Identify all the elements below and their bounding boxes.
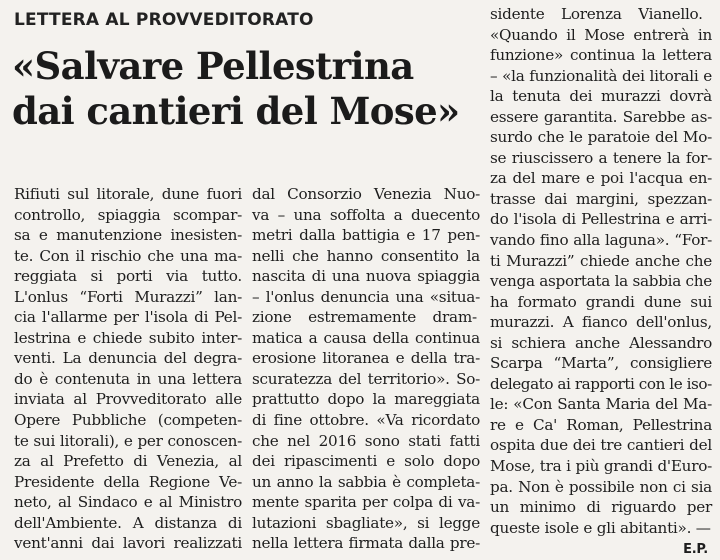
text-line: do è contenuta in una lettera: [14, 369, 242, 388]
text-line: Presidente della Regione Ve-: [14, 472, 242, 491]
text-line: te. Con il rischio che una ma-: [14, 246, 242, 265]
text-line: surdo che le paratoie del Mo-: [490, 128, 712, 147]
text-line: re e Ca' Roman, Pellestrina: [490, 415, 712, 434]
article-column-2: [252, 184, 480, 554]
text-line: le: «Con Santa Maria del Ma-: [490, 395, 712, 414]
text-line: vando fino alla laguna». “For-: [490, 231, 712, 250]
text-line: sa e manutenzione inesisten-: [14, 226, 242, 245]
text-line: vent'anni dai lavori realizzati: [14, 534, 242, 553]
text-line: neto, al Sindaco e al Ministro: [14, 493, 242, 512]
text-line: venga asportata la sabbia che: [490, 272, 712, 291]
text-line: dal Consorzio Venezia Nuo-: [252, 185, 480, 203]
text-line: te sui litorali), e per conoscen-: [14, 431, 242, 450]
text-line: queste isole e gli abitanti». — E.P.: [490, 518, 712, 539]
text-line: cia l'allarme per l'isola di Pel-: [14, 308, 242, 327]
text-line: nella lettera firmata dalla pre-: [252, 534, 480, 553]
text-line: L'onlus “Forti Murazzi” lan-: [14, 287, 242, 306]
text-line: lutazioni sbagliate», si legge: [252, 513, 480, 532]
text-line: se riuscissero a tenere la for-: [490, 148, 712, 167]
text-line: – l'onlus denuncia una «situa-: [252, 287, 480, 306]
text-line: un anno la sabbia è completa-: [252, 472, 480, 491]
text-line: Rifiuti sul litorale, dune fuori: [14, 185, 242, 203]
author-signature: E.P.: [683, 541, 708, 557]
text-line: reggiata si porti via tutto.: [14, 267, 242, 286]
section-kicker: LETTERA AL PROVVEDITORATO: [14, 10, 314, 30]
text-line: Scarpa “Marta”, consigliere: [490, 354, 712, 373]
text-line: za al Prefetto di Venezia, al: [14, 452, 242, 471]
text-line: dei ripascimenti e solo dopo: [252, 452, 480, 471]
text-line: mente sparita per colpa di va-: [252, 493, 480, 512]
text-line: trasse dai margini, spezzan-: [490, 189, 712, 208]
text-line: matica a causa della continua: [252, 328, 480, 347]
text-line: lestrina e chiede subito inter-: [14, 328, 242, 347]
text-line: metri dalla battigia e 17 pen-: [252, 226, 480, 245]
text-line: di fine ottobre. «Va ricordato: [252, 411, 480, 430]
text-line: delegato ai rapporti con le iso-: [490, 374, 712, 393]
text-line: murazzi. A fianco dell'onlus,: [490, 313, 712, 332]
text-line: la tenuta dei murazzi dovrà: [490, 87, 712, 106]
text-line: venti. La denuncia del degra-: [14, 349, 242, 368]
text-line: zione estremamente dram-: [252, 308, 477, 327]
text-line: Opere Pubbliche (competen-: [14, 411, 242, 430]
headline: [12, 44, 480, 134]
text-line: sidente Lorenza Vianello.: [490, 5, 703, 23]
text-line: erosione litoranea e della tra-: [252, 349, 480, 368]
text-line: dell'Ambiente. A distanza di: [14, 513, 242, 532]
text-line: funzione» continua la lettera: [490, 46, 712, 65]
text-line: ospita due dei tre cantieri del: [490, 436, 712, 455]
text-line: za del mare e poi l'acqua en-: [490, 169, 712, 188]
headline-line: «Salvare Pellestrina: [12, 44, 414, 88]
text-line: va – una soffolta a duecento: [252, 205, 480, 224]
text-line: «Quando il Mose entrerà in: [490, 25, 712, 44]
text-line: un minimo di riguardo per: [490, 498, 712, 517]
text-line: ha formato grandi dune sui: [490, 292, 712, 311]
text-line: essere garantita. Sarebbe as-: [490, 107, 712, 126]
article-column-3: [490, 4, 712, 557]
headline-line: dai cantieri del Mose»: [12, 89, 460, 133]
text-line: nascita di una nuova spiaggia: [252, 267, 480, 286]
article-column-1: [14, 184, 242, 554]
text-line: inviata al Provveditorato alle: [14, 390, 242, 409]
text-line: si schiera anche Alessandro: [490, 333, 712, 352]
text-line: ti Murazzi” chiede anche che: [490, 251, 712, 270]
text-line: prattutto dopo la mareggiata: [252, 390, 480, 409]
text-line: scuratezza del territorio». So-: [252, 369, 480, 388]
text-line: Mose, tra i più grandi d'Euro-: [490, 457, 712, 476]
text-line: pa. Non è possibile non ci sia: [490, 477, 712, 496]
text-line: che nel 2016 sono stati fatti: [252, 431, 480, 450]
text-line: controllo, spiaggia scompar-: [14, 205, 242, 224]
text-line: do l'isola di Pellestrina e arri-: [490, 210, 712, 229]
text-line: nelli che hanno consentito la: [252, 246, 480, 265]
text-line: – «la funzionalità dei litorali e: [490, 66, 712, 85]
